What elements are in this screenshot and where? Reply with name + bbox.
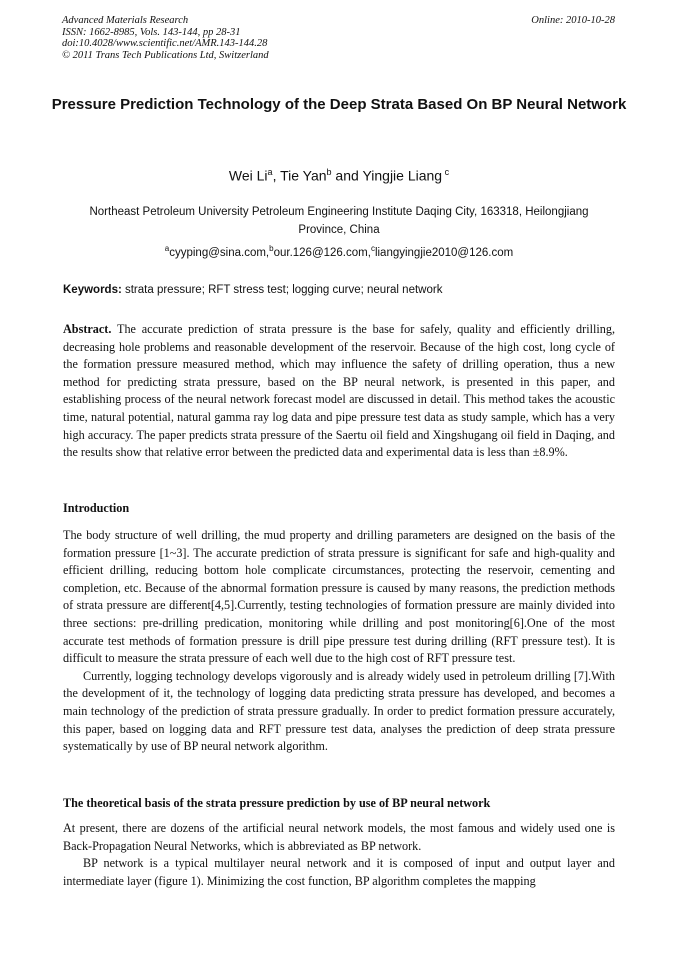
paragraph: Currently, logging technology develops vigorously and is already widely used in petroleum drilling [7].With the development of it, the technology of logging data predicting strata pressure has developed, and becomes a main technology of the prediction of strata pressure gradually. In order to predict formation pressure accurately, this paper, based on logging data and RFT pressure test data, analyses the prediction of deep strata pressure systematically by use of BP neural network algorithm.: [63, 668, 615, 754]
author-affil-mark: a: [267, 167, 273, 177]
email-mark: a: [164, 244, 170, 253]
author-affil-mark: c: [442, 167, 450, 177]
author-list: [0, 167, 678, 184]
email-mark: b: [269, 244, 274, 253]
email-address[interactable]: liangyingjie2010@126.com: [374, 246, 514, 259]
paragraph: The body structure of well drilling, the mud property and drilling parameters are designed on the basis of the formation pressure [1~3]. The accurate prediction of strata pressure is significant for safe and high-quality and efficient drilling, reducing bottom hole complicate circumstances, protecting the reservoir, cementing and completion, etc. Because of the abnormal formation pressure is caused by many reasons, the prediction methods of strata pressure are different[4,5].Currently, testing technologies of formation pressure are mainly divided into three sections: pre-drilling predication, monitoring while drilling and post monitoring[6].One of the most accurate test methods of formation pressure is drill pipe pressure test during drilling (RFT pressure test). It is difficult to measure the strata pressure of each well due to the high cost of RFT pressure test.: [63, 528, 615, 666]
journal-header: [62, 15, 615, 61]
paragraph: At present, there are dozens of the artificial neural network models, the most famous and widely used one is Back-Propagation Neural Networks, which is abbreviated as BP network.: [63, 821, 615, 853]
online-date: Online: 2010-10-28: [531, 15, 615, 26]
section-heading-introduction: Introduction: [63, 501, 130, 515]
paragraph: BP network is a typical multilayer neural network and it is composed of input and output layer and intermediate layer (figure 1). Minimizing the cost function, BP algorithm completes the mapping: [63, 856, 615, 888]
section-heading-theory: The theoretical basis of the strata pressure prediction by use of BP neural network: [63, 796, 491, 810]
author-separator: and: [331, 167, 363, 184]
theory-body: [63, 820, 615, 890]
author-separator: ,: [272, 167, 281, 184]
author-name: Wei Li: [228, 167, 268, 184]
copyright-line: © 2011 Trans Tech Publications Ltd, Switzerland: [62, 49, 269, 61]
journal-name: Advanced Materials Research: [62, 15, 189, 26]
paper-title: Pressure Prediction Technology of the Deep Strata Based On BP Neural Network: [51, 96, 627, 113]
issn-line: ISSN: 1662-8985, Vols. 143-144, pp 28-31: [62, 26, 241, 38]
abstract-label: Abstract.: [63, 322, 112, 336]
doi-line: doi:10.4028/www.scientific.net/AMR.143-144.28: [62, 38, 268, 50]
author-affil-mark: b: [326, 167, 332, 177]
author-name: Yingjie Liang: [362, 167, 443, 184]
abstract-text: The accurate prediction of strata pressure is the base for safely, quality and efficiently drilling, decreasing hole problems and reasonable development of the reservoir. Because of the high cost, long cycle of the formation pressure measured method, which may influence the safety of drilling operation, thus a new method for predicting strata pressure, based on the BP neural network, is presented in this paper, and establishing process of the neural network forecast model are discussed in detail. This method takes the acoustic time, natural potential, natural gamma ray log data and pipe pressure test data as study sample, which has a very high accuracy. The paper predicts strata pressure of the Saertu oil field and Xingshugang oil field in Daqing, and the results show that relative error between the predicted data and experimental data is less than ±8.9%.: [63, 322, 615, 460]
affiliation: Northeast Petroleum University Petroleum Engineering Institute Daqing City, 163318, Heilongjiang Province, China: [89, 206, 589, 236]
author-emails: [0, 244, 678, 259]
keywords: [63, 284, 615, 296]
keywords-text: strata pressure; RFT stress test; logging curve; neural network: [121, 284, 443, 296]
introduction-body: [63, 527, 615, 756]
keywords-label: Keywords:: [63, 284, 122, 296]
email-address[interactable]: cyyping@sina.com,: [169, 246, 270, 259]
email-address[interactable]: our.126@126.com,: [273, 246, 371, 259]
abstract: [63, 321, 615, 462]
author-name: Tie Yan: [280, 167, 327, 184]
email-mark: c: [370, 244, 375, 253]
